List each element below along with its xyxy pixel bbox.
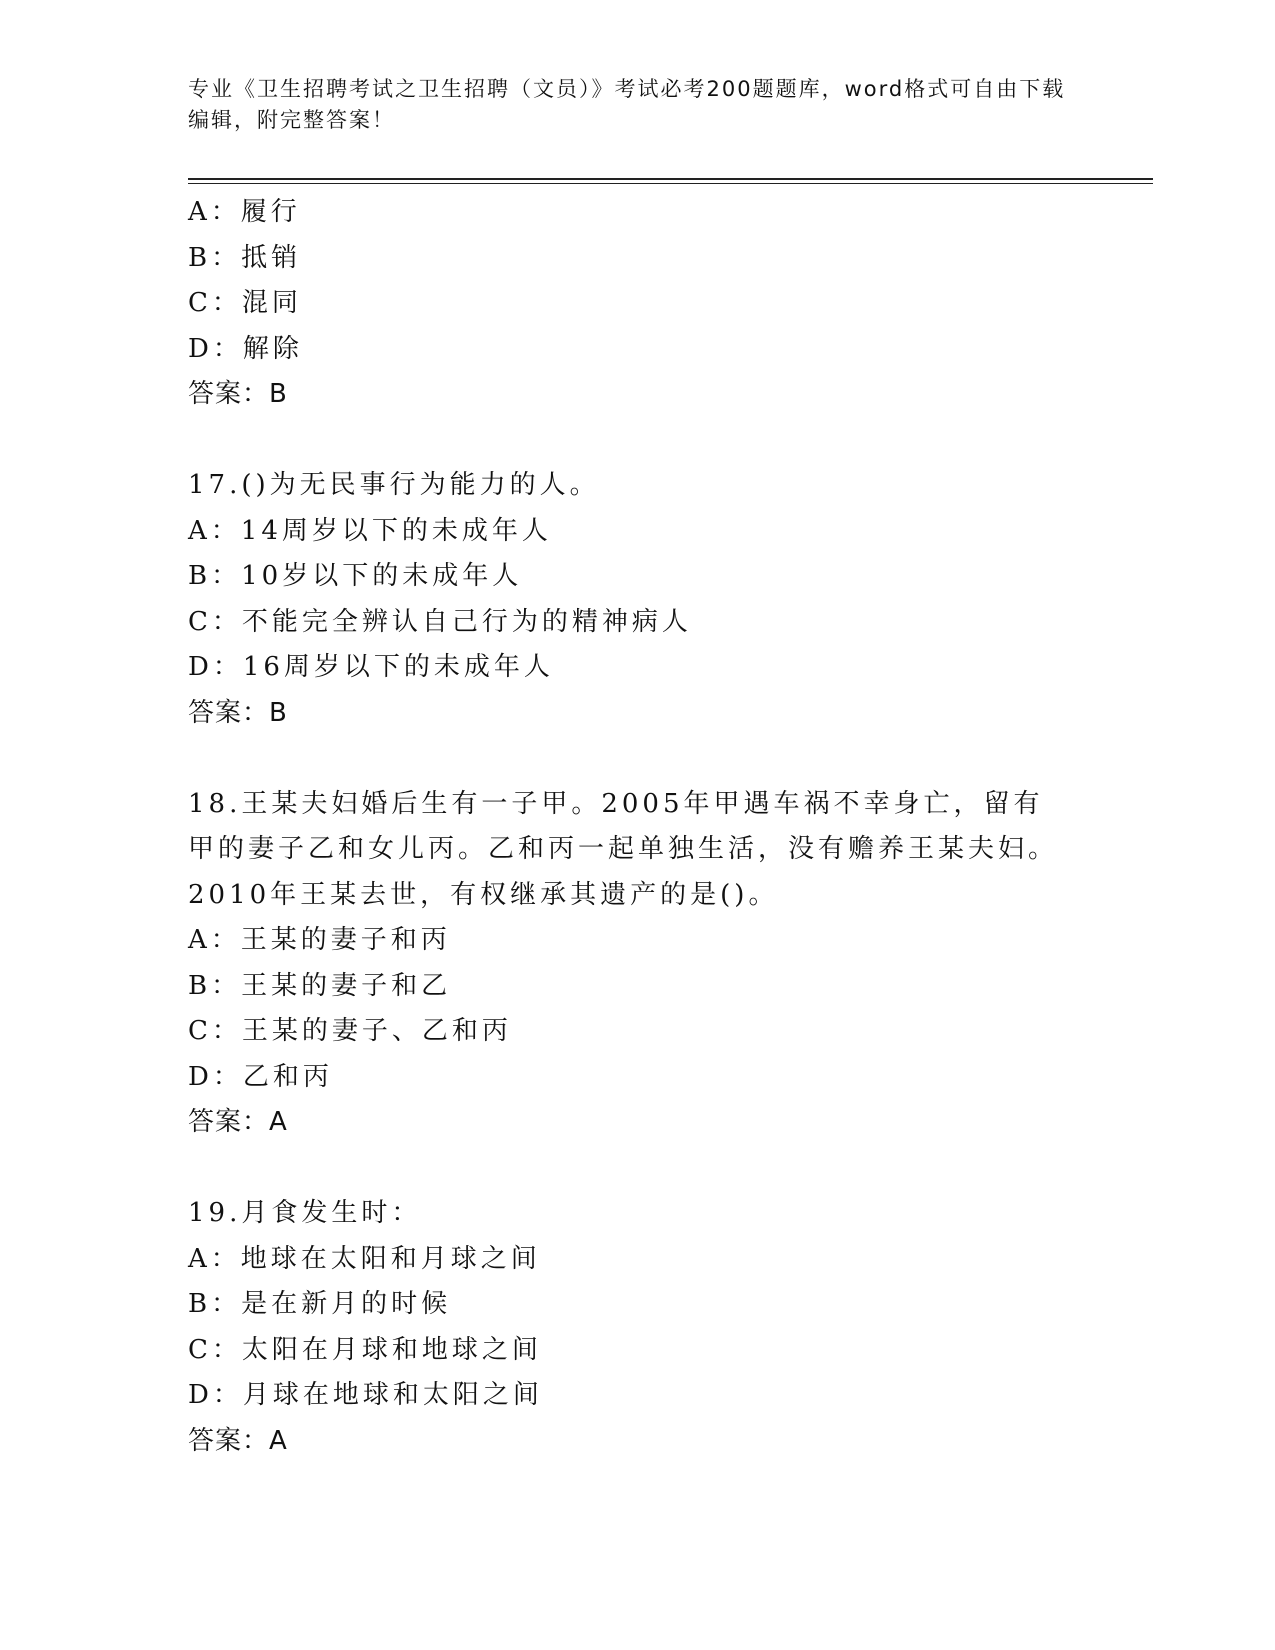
option-c: C：太阳在月球和地球之间 [188, 1334, 542, 1365]
question-list [188, 190, 1088, 1464]
option-a: A：地球在太阳和月球之间 [188, 1243, 541, 1274]
question-spacer [188, 1146, 1088, 1192]
document-header: 专业《卫生招聘考试之卫生招聘（文员）》考试必考200题题库，word格式可自由下载编辑，附完整答案！ [188, 77, 1066, 132]
question-17 [188, 463, 1088, 736]
question-16-continued [188, 190, 1088, 418]
answer-line: 答案：A [188, 1107, 288, 1137]
option-b: B：是在新月的时候 [188, 1289, 452, 1319]
answer-line: 答案：B [188, 697, 288, 728]
answer-line: 答案：A [188, 1425, 288, 1456]
option-d: D：解除 [188, 333, 303, 364]
option-b: B：王某的妻子和乙 [188, 970, 452, 1001]
question-stem: 17.()为无民事行为能力的人。 [188, 470, 600, 500]
question-spacer [188, 736, 1088, 782]
option-c: C：不能完全辨认自己行为的精神病人 [188, 606, 692, 637]
option-d: D：月球在地球和太阳之间 [188, 1380, 543, 1410]
option-c: C：王某的妻子、乙和丙 [188, 1016, 512, 1046]
option-a: A：王某的妻子和丙 [188, 925, 451, 955]
option-b: B：10岁以下的未成年人 [188, 561, 523, 591]
option-b: B：抵销 [188, 242, 302, 273]
option-c: C：混同 [188, 288, 302, 318]
question-stem: 19.月食发生时： [188, 1198, 422, 1228]
header-divider-thick [188, 178, 1153, 180]
option-d: D：乙和丙 [188, 1061, 333, 1092]
question-stem: 18.王某夫妇婚后生有一子甲。2005年甲遇车祸不幸身亡，留有甲的妻子乙和女儿丙。乙和丙一起单独生活，没有赡养王某夫妇。2010年王某去世，有权继承其遗产的是()。 [188, 788, 1059, 910]
option-a: A：14周岁以下的未成年人 [188, 515, 552, 546]
option-d: D：16周岁以下的未成年人 [188, 652, 554, 682]
question-19 [188, 1191, 1088, 1464]
question-spacer [188, 418, 1088, 464]
header-divider-thin [188, 183, 1153, 184]
option-a: A：履行 [188, 197, 301, 227]
question-18 [188, 782, 1088, 1146]
answer-line: 答案：B [188, 379, 288, 409]
